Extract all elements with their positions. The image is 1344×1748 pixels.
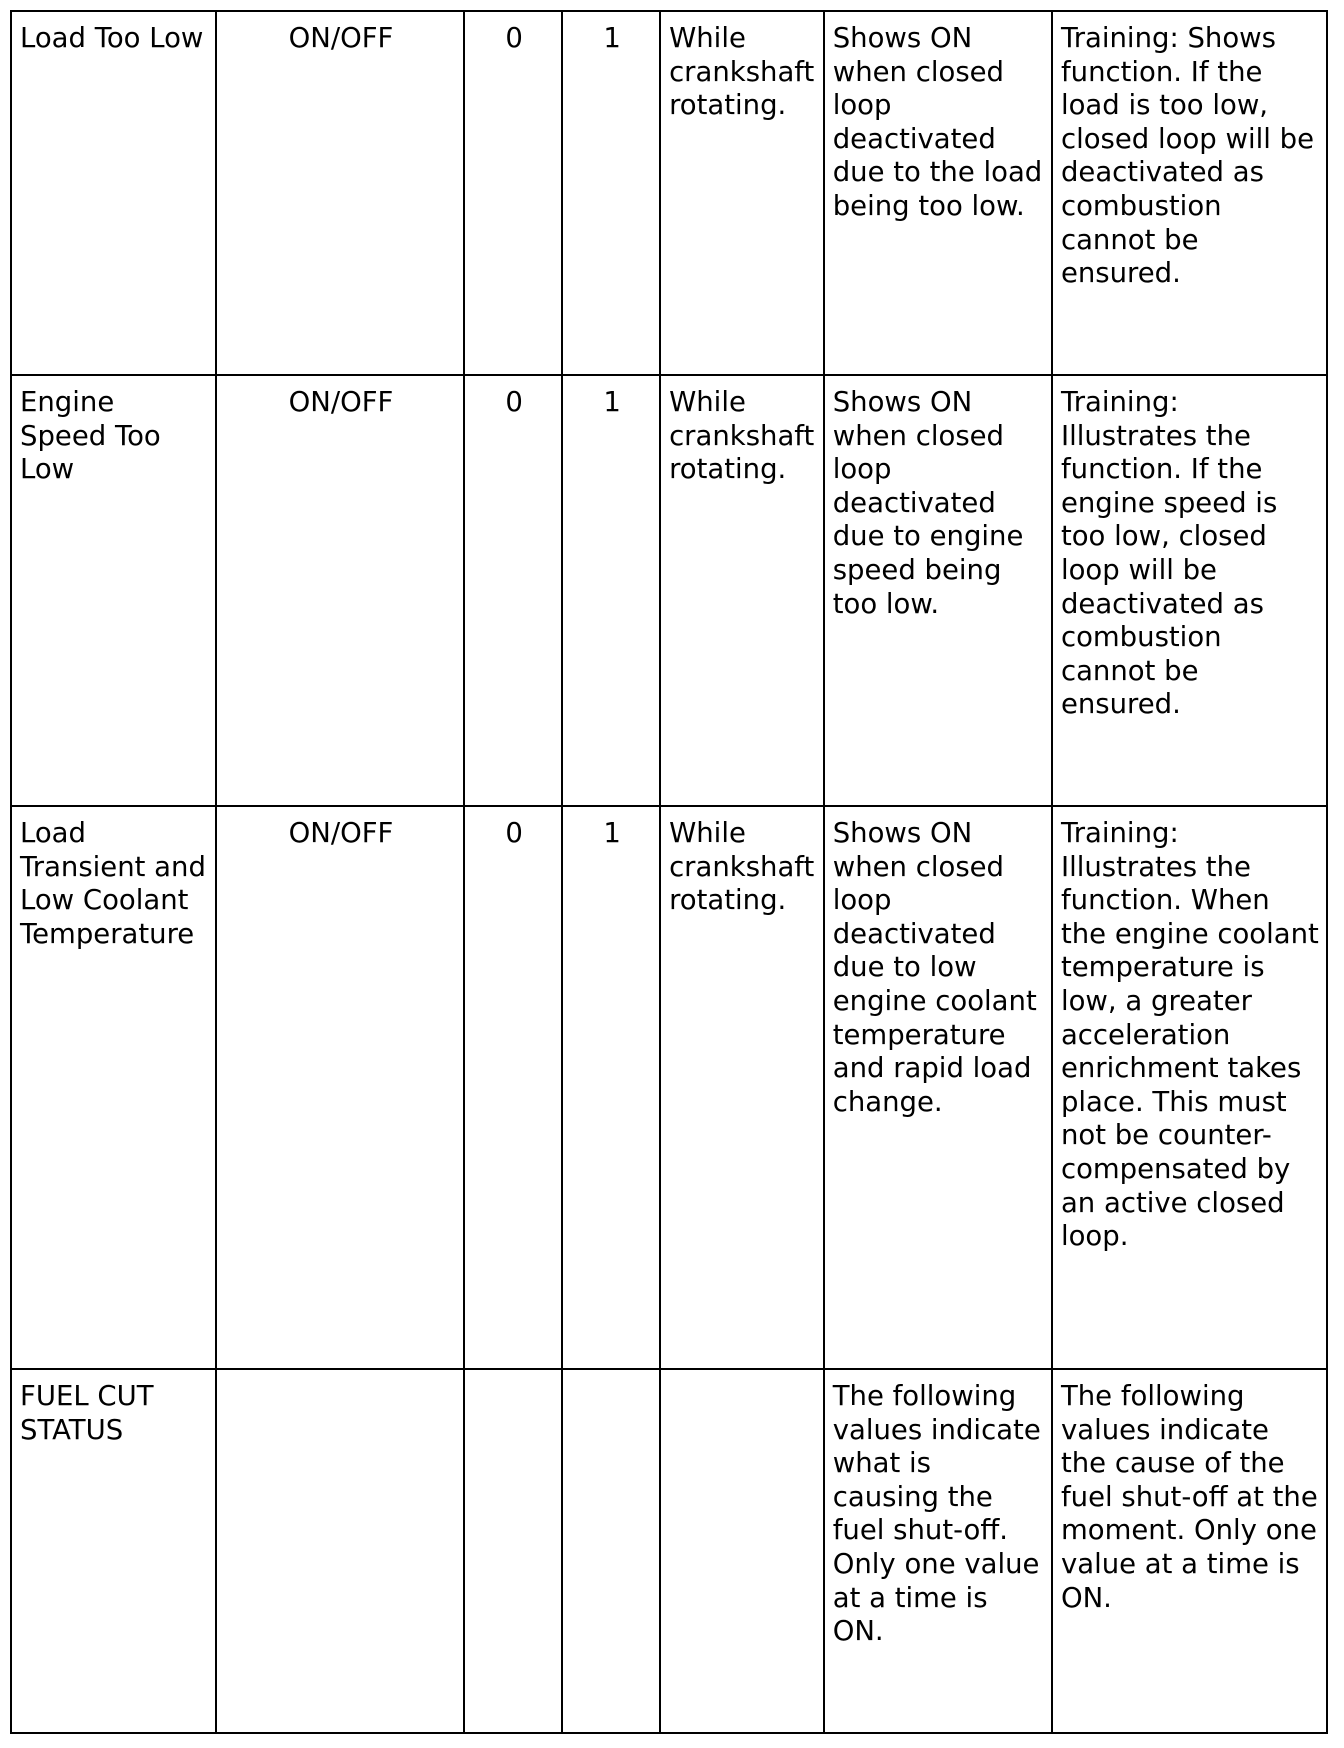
range-value: ON/OFF <box>288 22 394 54</box>
table-row <box>11 375 1327 806</box>
max-value: 1 <box>603 817 621 849</box>
min-value: 0 <box>505 386 523 418</box>
notes-text: Training: Illustrates the function. When the engine coolant temperature is low, a greater acceleration enrichment takes place. This must not be counter-compensated by an active closed loop. <box>1060 817 1319 1253</box>
min-cell <box>464 11 562 375</box>
description-cell <box>824 806 1052 1369</box>
description-cell <box>824 11 1052 375</box>
table-row <box>11 1369 1327 1733</box>
condition-cell <box>660 806 824 1369</box>
max-cell <box>562 806 660 1369</box>
max-cell <box>562 375 660 806</box>
notes-cell <box>1052 806 1327 1369</box>
min-cell <box>464 375 562 806</box>
description-cell <box>824 1369 1052 1733</box>
notes-text: Training: Shows function. If the load is too low, closed loop will be deactivated as combustion cannot be ensured. <box>1060 22 1314 290</box>
condition-cell <box>660 11 824 375</box>
condition-text: While crankshaft rotating. <box>669 386 815 486</box>
range-cell <box>216 11 464 375</box>
condition-cell <box>660 375 824 806</box>
description-text: Shows ON when closed loop deactivated due to engine speed being too low. <box>832 386 1024 620</box>
table-row <box>11 11 1327 375</box>
parameter-name-cell <box>11 11 216 375</box>
description-text: The following values indicate what is causing the fuel shut-off. Only one value at a time is ON. <box>832 1380 1041 1648</box>
condition-cell <box>660 1369 824 1733</box>
description-text: Shows ON when closed loop deactivated due to the load being too low. <box>832 22 1043 222</box>
range-cell <box>216 806 464 1369</box>
parameter-name-cell <box>11 375 216 806</box>
min-value: 0 <box>505 817 523 849</box>
description-text: Shows ON when closed loop deactivated due to low engine coolant temperature and rapid load change. <box>832 817 1037 1118</box>
notes-text: Training: Illustrates the function. If the engine speed is too low, closed loop will be deactivated as combustion cannot be ensured. <box>1060 386 1278 721</box>
range-value: ON/OFF <box>288 386 394 418</box>
notes-cell <box>1052 1369 1327 1733</box>
condition-text: While crankshaft rotating. <box>669 22 815 122</box>
max-value: 1 <box>603 22 621 54</box>
parameter-name: Load Too Low <box>20 22 204 54</box>
notes-cell <box>1052 11 1327 375</box>
diagnostic-parameter-table <box>10 10 1328 1734</box>
range-cell <box>216 1369 464 1733</box>
parameter-name: Load Transient and Low Coolant Temperature <box>20 817 206 950</box>
max-cell <box>562 1369 660 1733</box>
min-value: 0 <box>505 22 523 54</box>
table-row <box>11 806 1327 1369</box>
notes-text: The following values indicate the cause of the fuel shut-off at the moment. Only one value at a time is ON. <box>1060 1380 1318 1614</box>
parameter-name-cell <box>11 1369 216 1733</box>
max-value: 1 <box>603 386 621 418</box>
parameter-name: Engine Speed Too Low <box>20 386 161 486</box>
parameter-name: FUEL CUT STATUS <box>20 1380 154 1446</box>
condition-text: While crankshaft rotating. <box>669 817 815 917</box>
notes-cell <box>1052 375 1327 806</box>
range-cell <box>216 375 464 806</box>
min-cell <box>464 806 562 1369</box>
max-cell <box>562 11 660 375</box>
description-cell <box>824 375 1052 806</box>
min-cell <box>464 1369 562 1733</box>
parameter-name-cell <box>11 806 216 1369</box>
range-value: ON/OFF <box>288 817 394 849</box>
